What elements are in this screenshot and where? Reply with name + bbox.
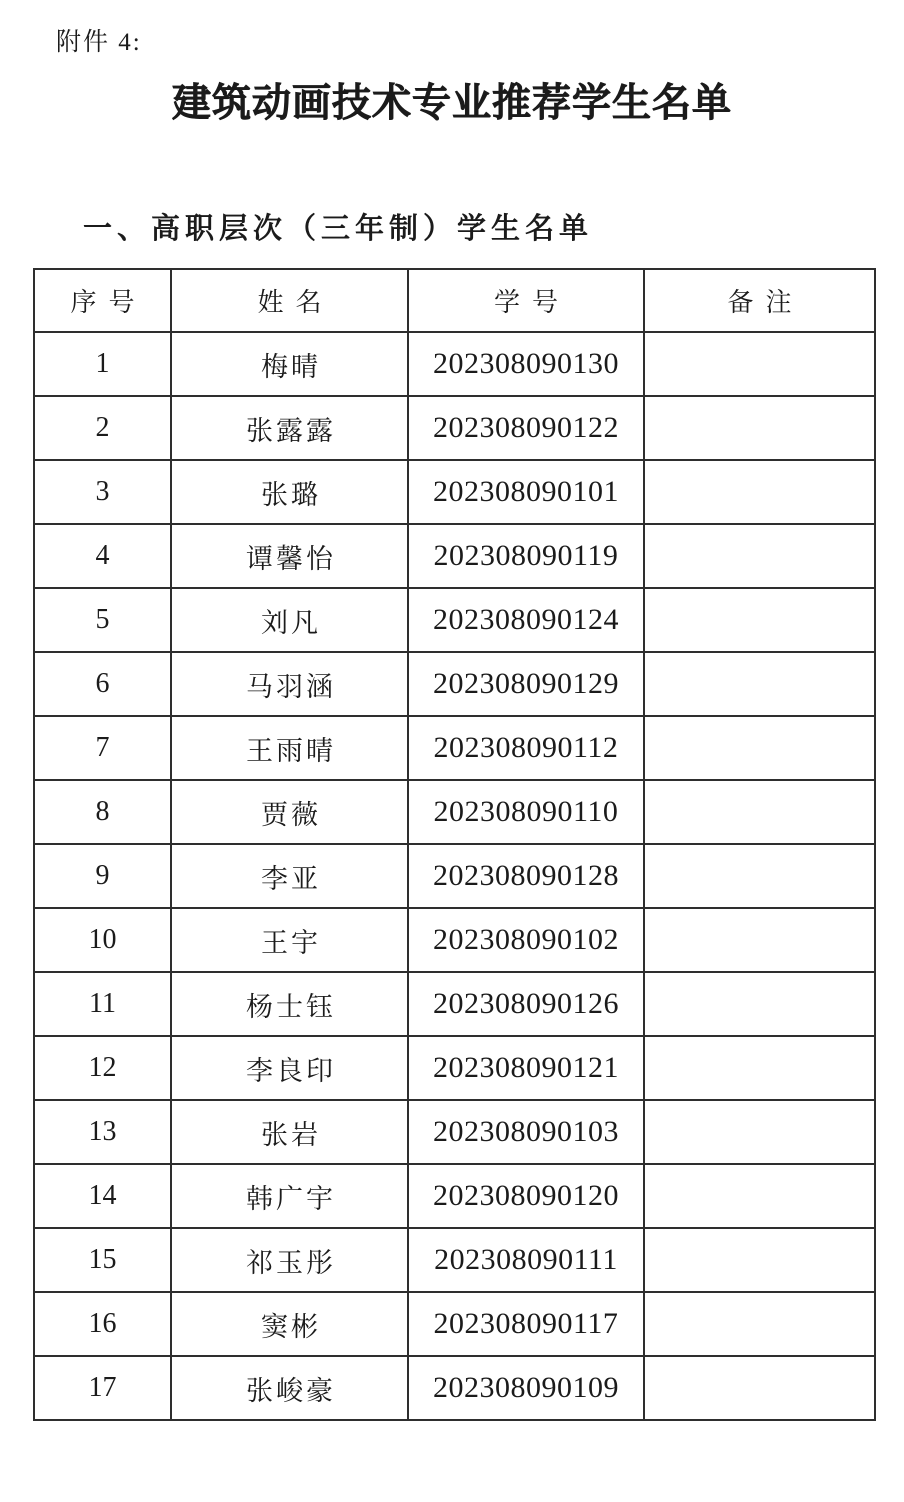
cell-name: 韩广宇 bbox=[171, 1164, 408, 1228]
table-row bbox=[34, 396, 875, 460]
cell-id: 202308090129 bbox=[408, 652, 644, 716]
cell-no: 14 bbox=[34, 1164, 171, 1228]
cell-no: 13 bbox=[34, 1100, 171, 1164]
cell-id: 202308090120 bbox=[408, 1164, 644, 1228]
cell-name: 谭馨怡 bbox=[171, 524, 408, 588]
table-row bbox=[34, 1036, 875, 1100]
cell-name: 张露露 bbox=[171, 396, 408, 460]
table-row bbox=[34, 1164, 875, 1228]
page-title: 建筑动画技术专业推荐学生名单 bbox=[171, 82, 732, 125]
cell-id: 202308090102 bbox=[408, 908, 644, 972]
table-row bbox=[34, 1100, 875, 1164]
cell-no: 9 bbox=[34, 844, 171, 908]
cell-remark bbox=[644, 1164, 875, 1228]
column-header-name: 姓名 bbox=[171, 269, 408, 332]
cell-id: 202308090124 bbox=[408, 588, 644, 652]
cell-no: 2 bbox=[34, 396, 171, 460]
table-row bbox=[34, 588, 875, 652]
cell-name: 贾薇 bbox=[171, 780, 408, 844]
column-header-id: 学号 bbox=[408, 269, 644, 332]
cell-name: 王宇 bbox=[171, 908, 408, 972]
cell-name: 李亚 bbox=[171, 844, 408, 908]
cell-no: 1 bbox=[34, 332, 171, 396]
cell-remark bbox=[644, 972, 875, 1036]
cell-remark bbox=[644, 1036, 875, 1100]
cell-no: 4 bbox=[34, 524, 171, 588]
cell-no: 12 bbox=[34, 1036, 171, 1100]
section-heading: 一、高职层次（三年制）学生名单 bbox=[83, 213, 594, 245]
cell-name: 王雨晴 bbox=[171, 716, 408, 780]
cell-remark bbox=[644, 1356, 875, 1420]
cell-remark bbox=[644, 1100, 875, 1164]
table-row bbox=[34, 1228, 875, 1292]
cell-id: 202308090128 bbox=[408, 844, 644, 908]
cell-remark bbox=[644, 780, 875, 844]
cell-remark bbox=[644, 716, 875, 780]
attachment-label: 附件 4: bbox=[56, 29, 142, 56]
cell-name: 杨士钰 bbox=[171, 972, 408, 1036]
table-row bbox=[34, 460, 875, 524]
cell-name: 马羽涵 bbox=[171, 652, 408, 716]
cell-no: 16 bbox=[34, 1292, 171, 1356]
cell-name: 张峻豪 bbox=[171, 1356, 408, 1420]
table-header-row bbox=[34, 269, 875, 332]
cell-no: 5 bbox=[34, 588, 171, 652]
table-row bbox=[34, 844, 875, 908]
cell-id: 202308090119 bbox=[408, 524, 644, 588]
cell-remark bbox=[644, 844, 875, 908]
cell-name: 张璐 bbox=[171, 460, 408, 524]
cell-no: 11 bbox=[34, 972, 171, 1036]
cell-id: 202308090111 bbox=[408, 1228, 644, 1292]
cell-no: 6 bbox=[34, 652, 171, 716]
cell-id: 202308090109 bbox=[408, 1356, 644, 1420]
table-row bbox=[34, 908, 875, 972]
cell-no: 15 bbox=[34, 1228, 171, 1292]
cell-remark bbox=[644, 908, 875, 972]
cell-name: 张岩 bbox=[171, 1100, 408, 1164]
table-header bbox=[34, 269, 875, 332]
cell-name: 刘凡 bbox=[171, 588, 408, 652]
cell-no: 10 bbox=[34, 908, 171, 972]
table-row bbox=[34, 972, 875, 1036]
table-row bbox=[34, 780, 875, 844]
table-row bbox=[34, 332, 875, 396]
cell-remark bbox=[644, 1292, 875, 1356]
column-header-remark: 备注 bbox=[644, 269, 875, 332]
cell-remark bbox=[644, 332, 875, 396]
cell-remark bbox=[644, 588, 875, 652]
table-row bbox=[34, 652, 875, 716]
cell-remark bbox=[644, 524, 875, 588]
cell-no: 17 bbox=[34, 1356, 171, 1420]
cell-id: 202308090117 bbox=[408, 1292, 644, 1356]
cell-id: 202308090130 bbox=[408, 332, 644, 396]
cell-id: 202308090103 bbox=[408, 1100, 644, 1164]
cell-name: 李良印 bbox=[171, 1036, 408, 1100]
table-body bbox=[34, 332, 875, 1420]
table-row bbox=[34, 1292, 875, 1356]
student-table bbox=[33, 268, 876, 1421]
cell-remark bbox=[644, 652, 875, 716]
cell-remark bbox=[644, 1228, 875, 1292]
table-row bbox=[34, 716, 875, 780]
cell-no: 8 bbox=[34, 780, 171, 844]
cell-id: 202308090122 bbox=[408, 396, 644, 460]
column-header-no: 序号 bbox=[34, 269, 171, 332]
cell-remark bbox=[644, 396, 875, 460]
cell-id: 202308090112 bbox=[408, 716, 644, 780]
cell-name: 梅晴 bbox=[171, 332, 408, 396]
cell-remark bbox=[644, 460, 875, 524]
table-row bbox=[34, 524, 875, 588]
cell-name: 窦彬 bbox=[171, 1292, 408, 1356]
table-row bbox=[34, 1356, 875, 1420]
cell-no: 7 bbox=[34, 716, 171, 780]
cell-id: 202308090126 bbox=[408, 972, 644, 1036]
cell-no: 3 bbox=[34, 460, 171, 524]
cell-name: 祁玉彤 bbox=[171, 1228, 408, 1292]
cell-id: 202308090121 bbox=[408, 1036, 644, 1100]
cell-id: 202308090110 bbox=[408, 780, 644, 844]
cell-id: 202308090101 bbox=[408, 460, 644, 524]
